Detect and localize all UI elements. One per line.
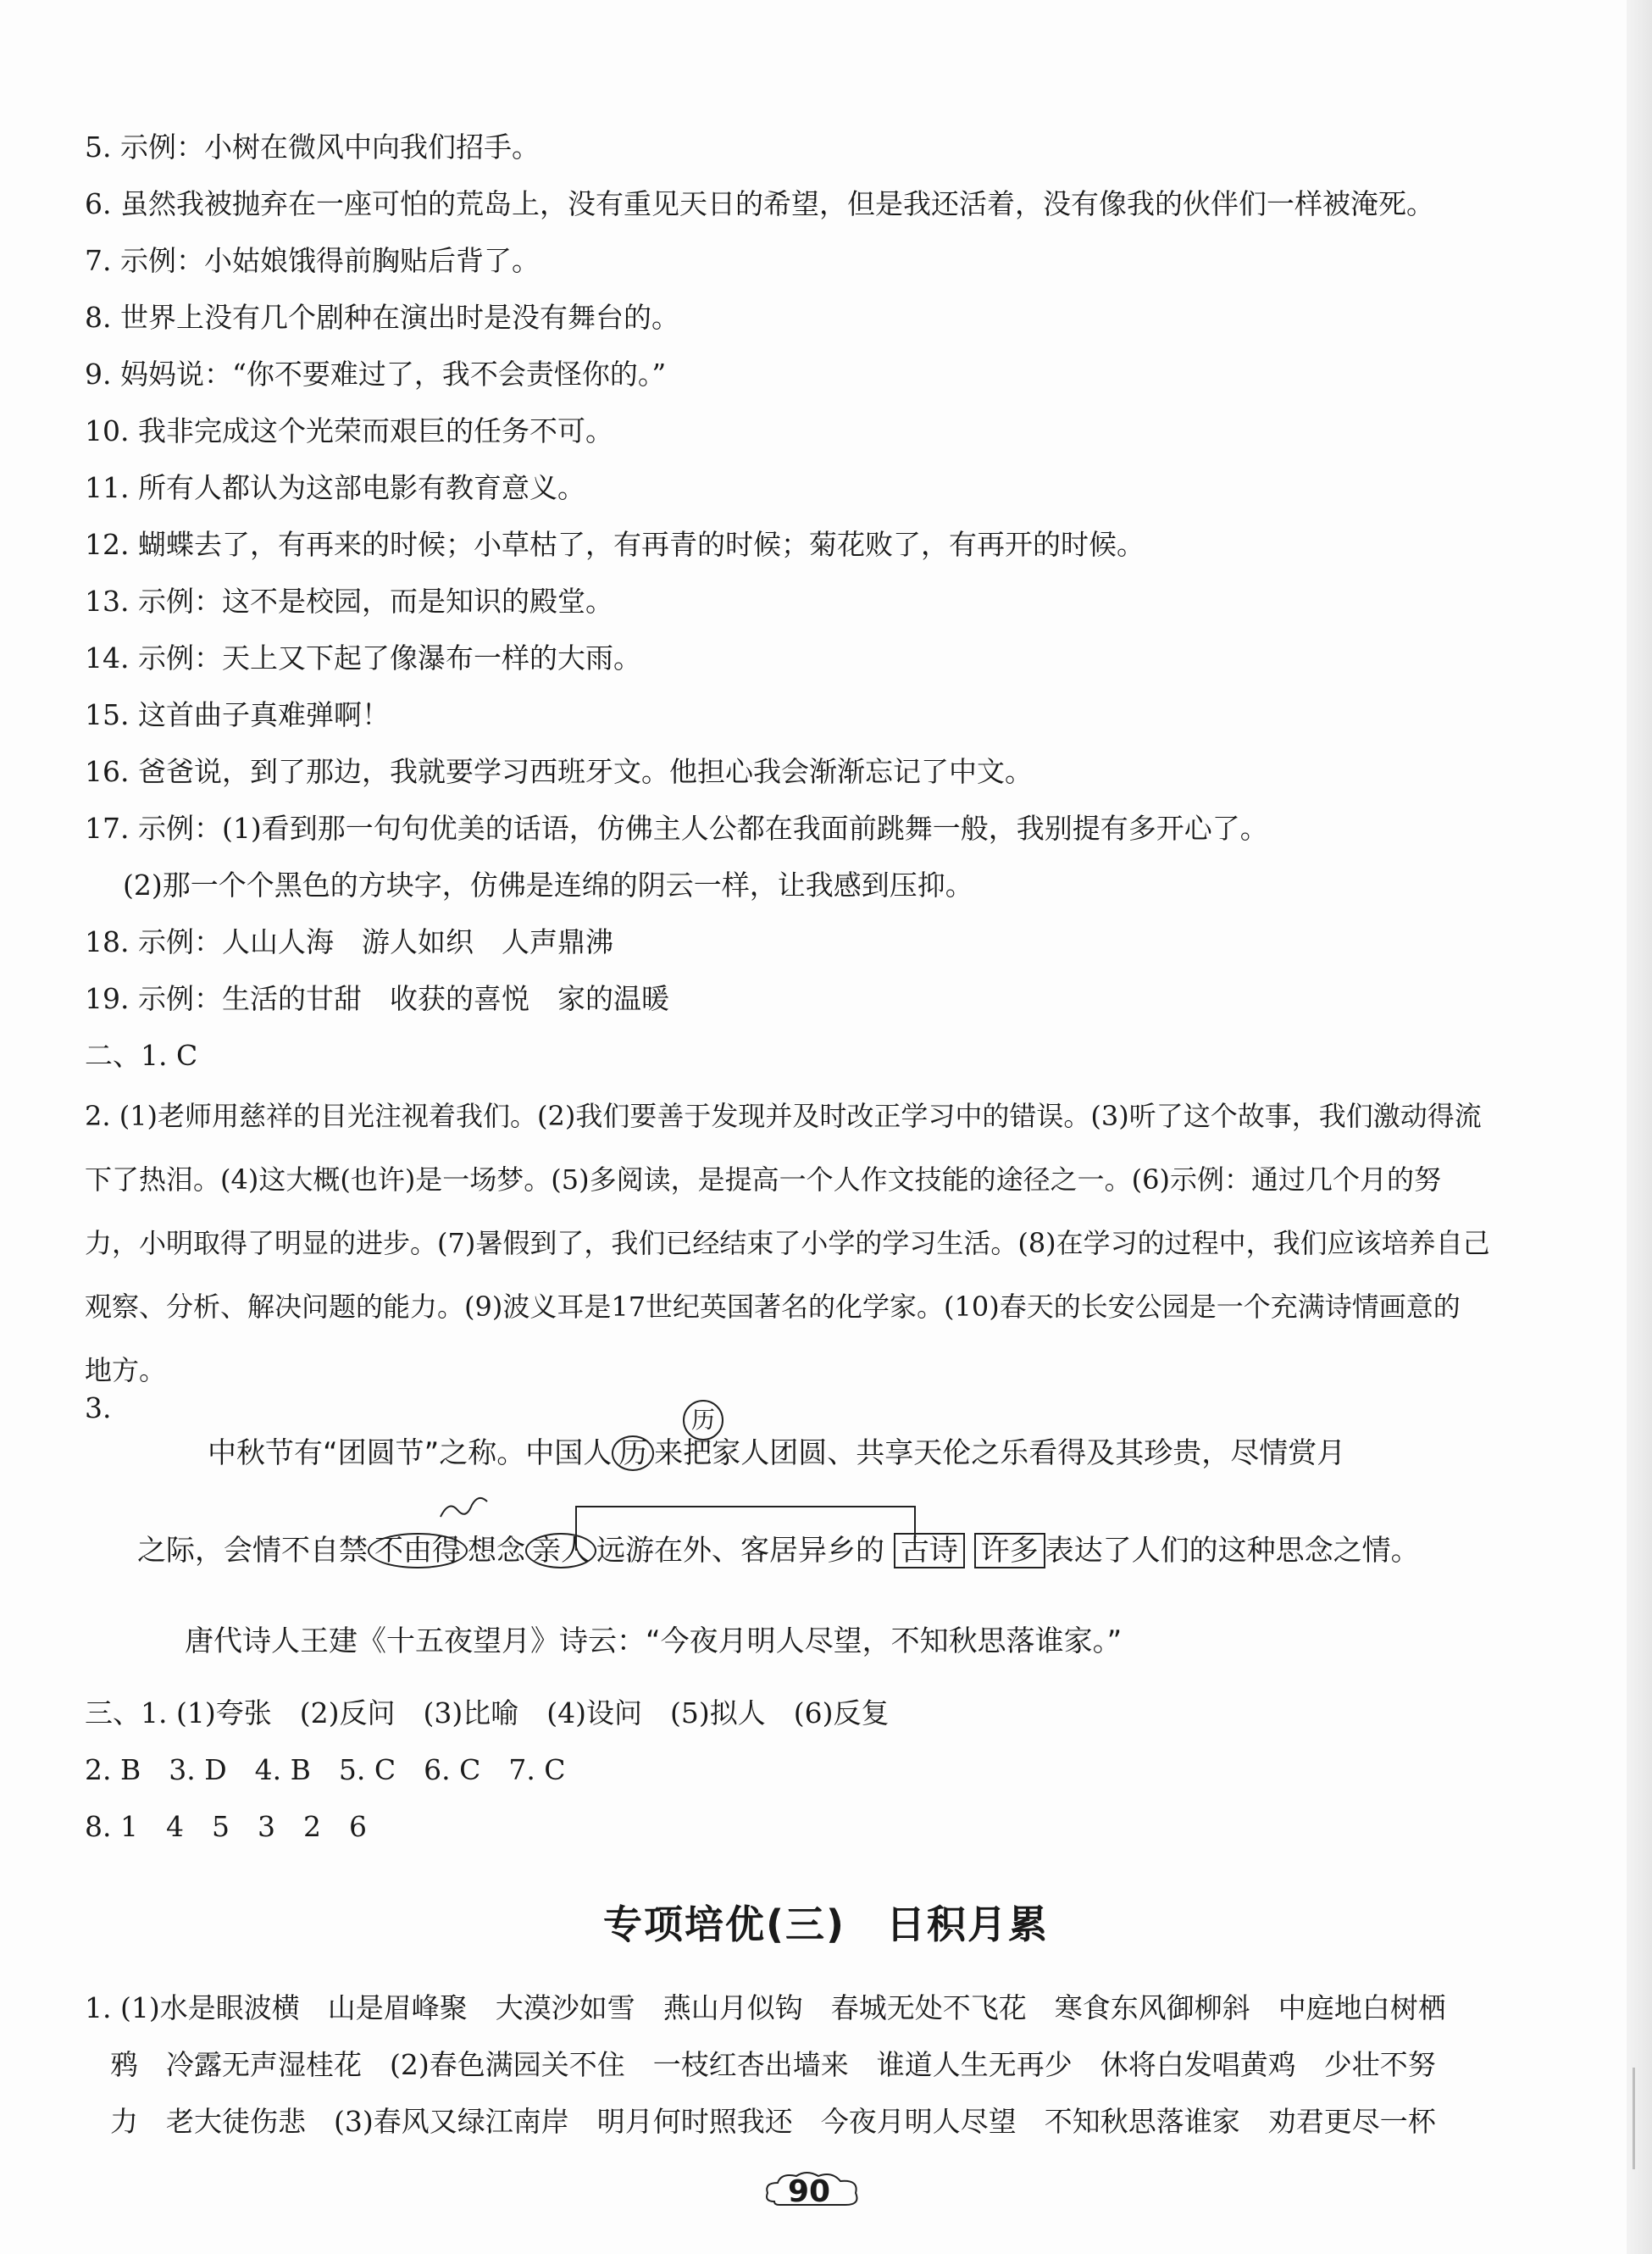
poetry-answer-line-2: 鸦 冷露无声湿桂花 (2)春色满园关不住 一枝红杏出墙来 谁道人生无再少 休将白发唱黄鸡 少壮不努 [110, 2048, 1436, 2081]
answer-15: 15. 这首曲子真难弹啊！ [85, 698, 390, 731]
answer-17-part2: (2)那一个个黑色的方块字，仿佛是连绵的阴云一样，让我感到压抑。 [123, 869, 973, 902]
boxed-word: 许多 [974, 1533, 1045, 1568]
circled-word: 历 [612, 1435, 654, 1471]
inserted-character-mark: 历 [683, 1400, 723, 1441]
poetry-answer-line-1: 1. (1)水是眼波横 山是眉峰聚 大漠沙如雪 燕山月似钩 春城无处不飞花 寒食东风御柳斜 中庭地白树栖 [85, 1991, 1446, 2024]
answer-16: 16. 爸爸说，到了那边，我就要学习西班牙文。他担心我会渐渐忘记了中文。 [85, 755, 1033, 788]
deletion-squiggle-mark [436, 1491, 496, 1525]
section-3-answer-1: 三、1. (1)夸张 (2)反问 (3)比喻 (4)设问 (5)拟人 (6)反复 [85, 1696, 890, 1729]
poetry-answer-line-3: 力 老大徒伤悲 (3)春风又绿江南岸 明月何时照我还 今夜月明人尽望 不知秋思落谁家 劝君更尽一杯 [110, 2105, 1436, 2138]
section-2-answer-2-line5: 地方。 [85, 1354, 167, 1386]
circled-word: 亲人 [525, 1533, 596, 1568]
answer-8: 8. 世界上没有几个剧种在演出时是没有舞台的。 [85, 301, 679, 334]
answer-5: 5. 示例：小树在微风中向我们招手。 [85, 130, 540, 164]
circled-word: 不由得 [368, 1533, 468, 1568]
section-2-answer-3-label: 3. [85, 1391, 112, 1424]
answer-12: 12. 蝴蝶去了，有再来的时候；小草枯了，有再青的时候；菊花败了，有再开的时候。 [85, 528, 1145, 561]
passage-text: 中秋节有“团圆节”之称。中国人 [208, 1436, 613, 1470]
answer-9: 9. 妈妈说：“你不要难过了，我不会责怪你的。” [85, 358, 667, 391]
answer-7: 7. 示例：小姑娘饿得前胸贴后背了。 [85, 244, 540, 277]
passage-line-3: 唐代诗人王建《十五夜望月》诗云：“今夜月明人尽望，不知秋思落谁家。” [185, 1624, 1123, 1658]
passage-text: 远游在外、客居异乡的 [596, 1534, 884, 1568]
passage-line-2 [137, 1532, 1420, 1569]
answer-10: 10. 我非完成这个光荣而艰巨的任务不可。 [85, 414, 613, 447]
margin-mark [1633, 2068, 1635, 2169]
answer-14: 14. 示例：天上又下起了像瀑布一样的大雨。 [85, 641, 641, 675]
page-number-badge [762, 2168, 864, 2215]
section-title: 专项培优(三) 日积月累 [602, 1901, 1050, 1947]
answer-11: 11. 所有人都认为这部电影有教育意义。 [85, 471, 585, 504]
section-3-answers-2-7: 2. B 3. D 4. B 5. C 6. C 7. C [85, 1753, 566, 1786]
section-2-answer-2-line4: 观察、分析、解决问题的能力。(9)波义耳是17世纪英国著名的化学家。(10)春天的长安公园是一个充满诗情画意的 [85, 1291, 1461, 1323]
answer-17-part1: 17. 示例：(1)看到那一句句优美的话语，仿佛主人公都在我面前跳舞一般，我别提有多开心了。 [85, 812, 1268, 845]
passage-text: 想念 [468, 1534, 525, 1568]
section-2-answer-2-line1: 2. (1)老师用慈祥的目光注视着我们。(2)我们要善于发现并及时改正学习中的错误。(3)听了这个故事，我们激动得流 [85, 1100, 1482, 1132]
section-2-answer-2-line2: 下了热泪。(4)这大概(也许)是一场梦。(5)多阅读，是提高一个人作文技能的途径之一。(6)示例：通过几个月的努 [85, 1163, 1441, 1196]
section-2-answer-1: 二、1. C [85, 1039, 198, 1072]
answer-18: 18. 示例：人山人海 游人如织 人声鼎沸 [85, 925, 613, 958]
passage-text: 表达了人们的这种思念之情。 [1045, 1534, 1420, 1568]
passage-line-1 [208, 1435, 1345, 1472]
answer-6: 6. 虽然我被抛弃在一座可怕的荒岛上，没有重见天日的希望，但是我还活着，没有像我的伙伴们一样被淹死。 [85, 187, 1434, 220]
passage-text: 来把家人团圆、共享天伦之乐看得及其珍贵，尽情赏月 [654, 1436, 1346, 1470]
answer-19: 19. 示例：生活的甘甜 收获的喜悦 家的温暖 [85, 982, 669, 1015]
answer-13: 13. 示例：这不是校园，而是知识的殿堂。 [85, 585, 613, 618]
passage-text: 之际，会情不自禁 [137, 1534, 368, 1568]
section-3-answer-8: 8. 1 4 5 3 2 6 [85, 1810, 367, 1843]
page-number: 90 [788, 2174, 831, 2209]
boxed-word: 古诗 [894, 1533, 965, 1568]
section-2-answer-2-line3: 力，小明取得了明显的进步。(7)暑假到了，我们已经结束了小学的学习生活。(8)在学习的过程中，我们应该培养自己 [85, 1227, 1490, 1259]
